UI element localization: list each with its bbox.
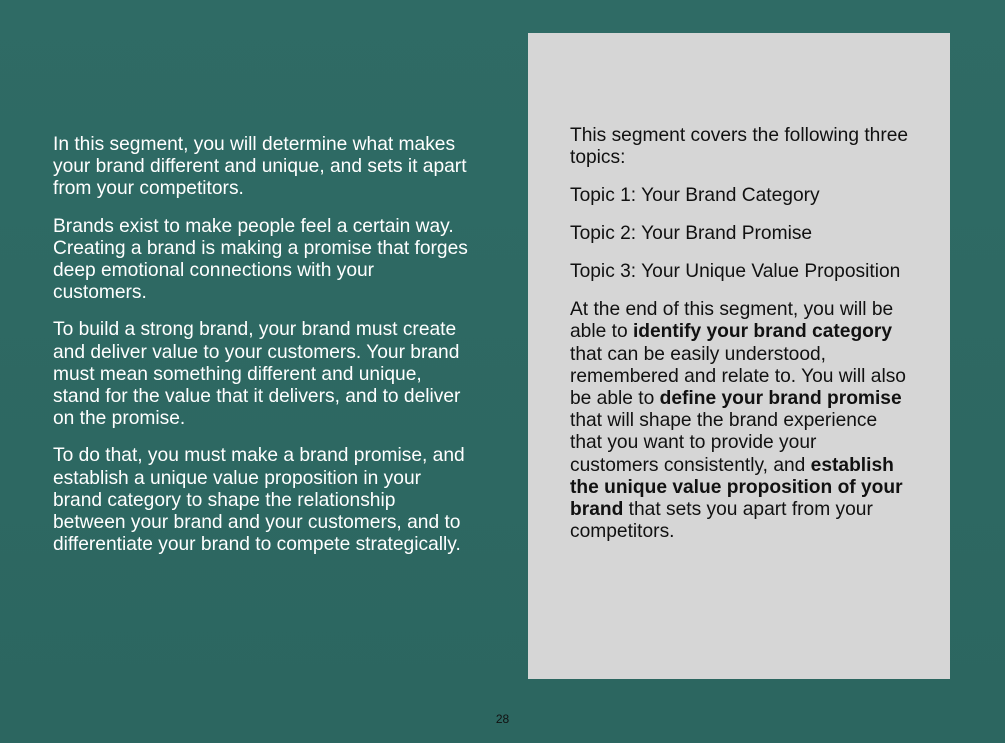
outcome-text-4: that sets you apart from your competitors.: [570, 499, 873, 543]
topics-panel: [528, 33, 950, 679]
intro-paragraph: In this segment, you will determine what makes your brand different and unique, and sets it apart from your competitors.: [53, 134, 467, 200]
outcome-bold-category: identify your brand category: [632, 321, 893, 343]
outcome-paragraph: [570, 299, 910, 543]
left-column: [53, 134, 468, 571]
outcome-bold-promise: define your brand promise: [659, 388, 902, 410]
topics-intro: This segment covers the following three topics:: [570, 125, 909, 169]
outcome-text-3: that will shape the brand experience that you want to provide your customers consistently, and: [570, 410, 878, 476]
brand-purpose-paragraph: Brands exist to make people feel a certain way. Creating a brand is making a promise that forges deep emotional connections with your customers.: [53, 215, 468, 304]
topics-content: [570, 125, 910, 559]
strong-brand-paragraph: To build a strong brand, your brand must create and deliver value to your customers. Your brand must mean something different and unique, stand for the value that it delivers, and to deliver on the promise.: [53, 319, 461, 430]
brand-promise-paragraph: To do that, you must make a brand promise, and establish a unique value proposition in your brand category to shape the relationship between your brand and your customers, and to differentiate your brand to compete strategically.: [53, 445, 465, 556]
outcome-text-1: At the end of this segment, you will be able to: [570, 299, 894, 343]
topic-3: Topic 3: Your Unique Value Proposition: [570, 261, 901, 283]
topic-2: Topic 2: Your Brand Promise: [570, 223, 813, 245]
outcome-text-2: that can be easily understood, remembered and relate to. You will also be able to: [570, 343, 906, 410]
page-number: 28: [495, 712, 510, 726]
outcome-bold-uvp: establish the unique value proposition of your brand: [570, 454, 903, 521]
topic-1: Topic 1: Your Brand Category: [570, 185, 820, 207]
